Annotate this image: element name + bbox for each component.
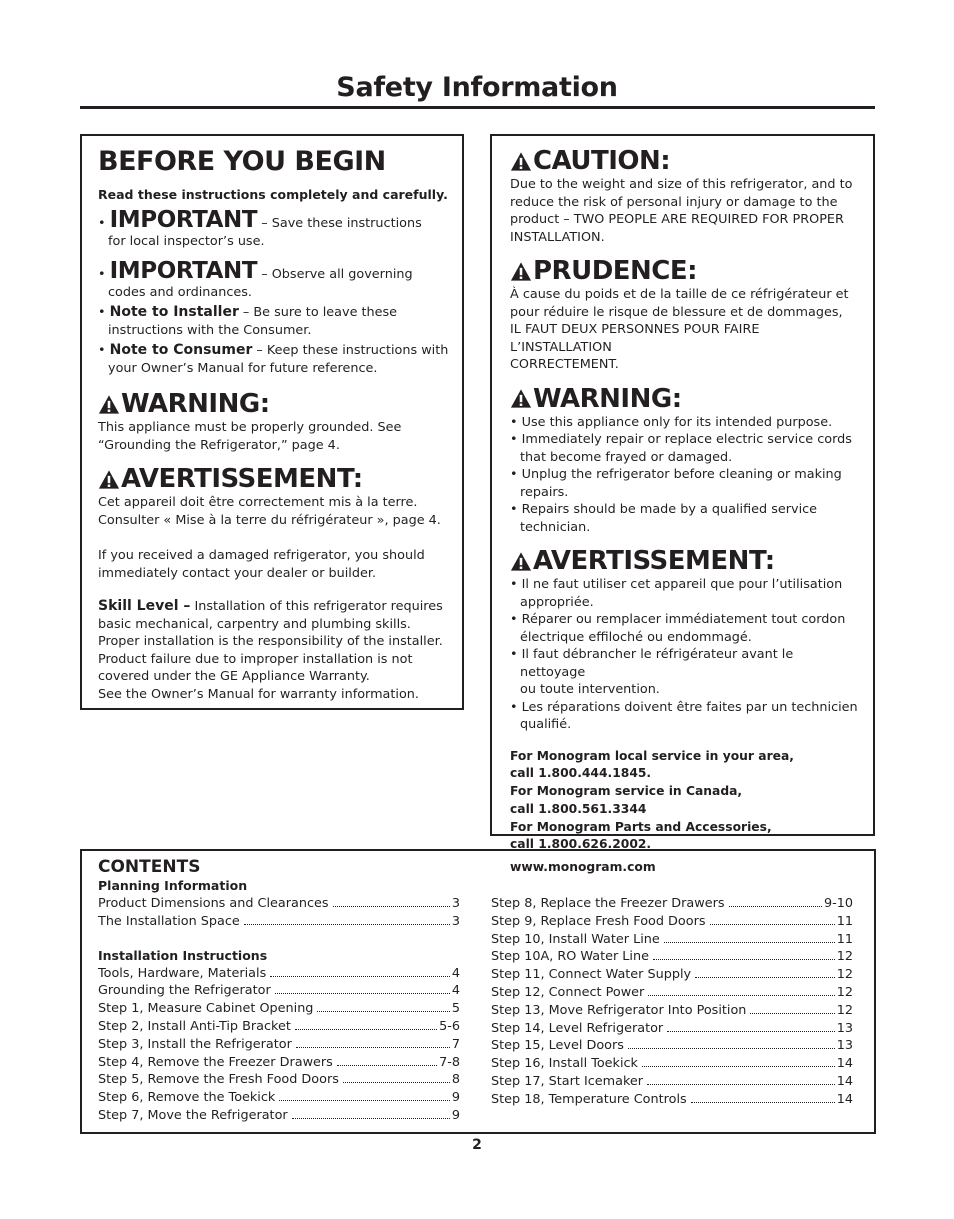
toc-entry-page: 12 [836, 1002, 853, 1018]
damaged-text-1: If you received a damaged refrigerator, you should [98, 548, 425, 563]
warning-text-2: “Grounding the Refrigerator,” page 4. [98, 437, 340, 453]
toc-entry[interactable] [98, 1000, 460, 1018]
list-item: • Il faut débrancher le réfrigérateur avant le nettoyage ou toute intervention. [510, 646, 861, 699]
toc-entry-label: Step 12, Connect Power [491, 984, 645, 1000]
contents-left-column [98, 877, 460, 1125]
toc-leader-dots [750, 1013, 834, 1014]
warning-triangle-icon [98, 394, 120, 415]
warning-triangle-icon [510, 151, 532, 172]
warning-triangle-icon [98, 469, 120, 490]
toc-leader-dots [664, 942, 835, 943]
list-item: • Repairs should be made by a qualified service technician. [510, 501, 861, 536]
warning-list [510, 414, 861, 537]
service-line: For Monogram local service in your area, [510, 748, 794, 763]
toc-entry-page: 9 [451, 1107, 460, 1123]
toc-entry-page: 4 [451, 965, 460, 981]
warning-heading [98, 389, 450, 419]
contents-box [80, 849, 876, 1134]
toc-leader-dots [295, 1029, 437, 1030]
skill-text-5: covered under the GE Appliance Warranty. [98, 669, 370, 684]
bullet: • [98, 266, 110, 282]
bullet: • [98, 216, 110, 231]
toc-leader-dots [642, 1066, 835, 1067]
toc-leader-dots [296, 1047, 450, 1048]
toc-entry-page: 7 [451, 1036, 460, 1052]
page-number: 2 [472, 1137, 482, 1153]
toc-entry-label: Tools, Hardware, Materials [98, 965, 267, 981]
important-text: – Save these instructions [257, 216, 422, 231]
toc-entry-label: Product Dimensions and Clearances [98, 896, 329, 911]
toc-entry-page: 9 [451, 1090, 460, 1106]
service-phone: call 1.800.626.2002. [510, 837, 652, 852]
toc-entry[interactable] [98, 1071, 460, 1089]
consumer-text-cont: your Owner’s Manual for future reference. [108, 360, 378, 376]
bullet: • [98, 343, 110, 358]
contents-right-column [491, 877, 853, 1125]
toc-entry[interactable] [491, 1055, 853, 1073]
important-text-cont: for local inspector’s use. [108, 234, 265, 249]
note-to-installer [98, 304, 450, 322]
toc-entry[interactable] [491, 1002, 853, 1020]
toc-leader-dots [628, 1048, 835, 1049]
toc-entry-label: Step 15, Level Doors [491, 1038, 624, 1054]
toc-leader-dots [275, 993, 450, 994]
service-phone: call 1.800.561.3344 [510, 801, 647, 816]
toc-entry[interactable] [491, 1020, 853, 1038]
skill-text-3: Proper installation is the responsibility of the installer. [98, 634, 443, 649]
important-label: IMPORTANT [109, 257, 258, 284]
toc-entry-label: Step 18, Temperature Controls [491, 1091, 687, 1107]
list-item: • Use this appliance only for its intended purpose. [510, 414, 861, 432]
warning-title: WARNING: [121, 389, 270, 419]
damaged-text-2: immediately contact your dealer or builder. [98, 565, 377, 581]
toc-leader-dots [647, 1084, 835, 1085]
toc-leader-dots [729, 906, 822, 907]
toc-entry-page: 13 [836, 1020, 853, 1036]
toc-entry-page: 14 [836, 1091, 853, 1107]
skill-level [98, 598, 450, 616]
prudence-text-3: IL FAUT DEUX PERSONNES POUR FAIRE L’INSTALLATION [510, 322, 760, 355]
before-you-begin-heading: BEFORE YOU BEGIN [98, 146, 386, 177]
toc-entry[interactable] [491, 931, 853, 949]
toc-entry[interactable] [98, 1036, 460, 1054]
important-text-cont: codes and ordinances. [108, 284, 252, 300]
list-item: • Il ne faut utiliser cet appareil que pour l’utilisation appropriée. [510, 576, 861, 611]
toc-entry[interactable] [98, 982, 460, 1000]
toc-leader-dots [648, 995, 834, 996]
toc-entry-page: 13 [836, 1038, 853, 1054]
consumer-label: Note to Consumer [109, 342, 253, 358]
contents-title: CONTENTS [98, 857, 201, 877]
toc-entry[interactable] [491, 966, 853, 984]
toc-leader-dots [667, 1031, 835, 1032]
toc-entry-page: 12 [836, 967, 853, 983]
toc-entry[interactable] [98, 1054, 460, 1072]
toc-entry-page: 9-10 [823, 896, 853, 911]
service-contacts [510, 748, 861, 855]
toc-entry-label: Step 14, Level Refrigerator [491, 1020, 664, 1036]
bullet: • [98, 305, 110, 320]
toc-entry-label: Step 17, Start Icemaker [491, 1073, 644, 1089]
warning-triangle-icon [510, 551, 532, 572]
skill-text-2: basic mechanical, carpentry and plumbing skills. [98, 616, 411, 632]
caution-text-2: reduce the risk of personal injury or damage to the [510, 194, 838, 210]
toc-leader-dots [279, 1100, 450, 1101]
title-rule [80, 106, 875, 109]
intro-text: Read these instructions completely and carefully. [98, 187, 448, 202]
avertissement-text-2: Consulter « Mise à la terre du réfrigérateur », page 4. [98, 512, 441, 528]
skill-text-4: Product failure due to improper installation is not [98, 651, 413, 667]
website-link[interactable]: www.monogram.com [510, 860, 656, 875]
planning-title: Planning Information [98, 878, 248, 893]
toc-entry-label: Step 8, Replace the Freezer Drawers [491, 896, 725, 911]
avertissement-heading [98, 464, 450, 494]
prudence-text-4: CORRECTEMENT. [510, 357, 619, 372]
toc-entry-label: Step 6, Remove the Toekick [98, 1090, 276, 1106]
list-item: • Les réparations doivent être faites par un technicien qualifié. [510, 699, 861, 734]
toc-entry-label: Grounding the Refrigerator [98, 983, 271, 999]
toc-leader-dots [695, 977, 835, 978]
page-title: Safety Information [336, 72, 618, 103]
installer-text-cont: instructions with the Consumer. [108, 322, 312, 338]
important-codes-note [98, 258, 450, 284]
prudence-text-2: pour réduire le risque de blessure et de dommages, [510, 304, 843, 320]
toc-entry-page: 14 [836, 1056, 853, 1072]
list-item: • Unplug the refrigerator before cleaning or making repairs. [510, 466, 861, 501]
caution-text-1: Due to the weight and size of this refrigerator, and to [510, 177, 853, 192]
toc-leader-dots [337, 1065, 437, 1066]
avertissement-list [510, 576, 861, 734]
warning-triangle-icon [510, 261, 532, 282]
installation-list-continued [491, 895, 853, 1109]
toc-entry-page: 12 [836, 949, 853, 965]
service-line: For Monogram service in Canada, [510, 784, 743, 799]
warning-heading [510, 384, 861, 414]
toc-entry-page: 5 [451, 1001, 460, 1017]
service-line: For Monogram Parts and Accessories, [510, 819, 772, 834]
toc-leader-dots [691, 1102, 835, 1103]
important-save-note [98, 207, 450, 233]
toc-entry-page: 4 [451, 983, 460, 999]
avertissement-heading [510, 546, 861, 576]
toc-entry-label: Step 5, Remove the Fresh Food Doors [98, 1072, 339, 1088]
avertissement-title: AVERTISSEMENT: [533, 546, 775, 576]
toc-entry-label: Step 16, Install Toekick [491, 1056, 638, 1072]
toc-entry-page: 11 [836, 913, 853, 929]
list-item: • Réparer ou remplacer immédiatement tout cordon électrique effiloché ou endommagé. [510, 611, 861, 646]
toc-leader-dots [244, 924, 450, 925]
installer-text: – Be sure to leave these [238, 305, 398, 320]
caution-title: CAUTION: [533, 146, 671, 176]
skill-level-label: Skill Level – [98, 598, 191, 614]
toc-entry-page: 8 [451, 1072, 460, 1088]
warning-title: WARNING: [533, 383, 682, 414]
toc-entry-label: Step 11, Connect Water Supply [491, 967, 692, 983]
consumer-text: – Keep these instructions with [252, 343, 449, 358]
toc-entry-label: Step 3, Install the Refrigerator [98, 1036, 292, 1052]
avertissement-text-1: Cet appareil doit être correctement mis à la terre. [98, 495, 418, 510]
avertissement-title: AVERTISSEMENT: [121, 464, 363, 494]
toc-entry[interactable] [98, 1089, 460, 1107]
caution-box [490, 134, 875, 875]
planning-list [98, 895, 460, 931]
toc-entry-label: Step 2, Install Anti-Tip Bracket [98, 1018, 291, 1034]
toc-leader-dots [343, 1082, 450, 1083]
toc-entry[interactable] [491, 1073, 853, 1091]
caution-heading [510, 146, 861, 176]
warning-text-1: This appliance must be properly grounded. See [98, 420, 402, 435]
toc-entry-label: Step 13, Move Refrigerator Into Position [491, 1002, 747, 1018]
toc-entry[interactable] [98, 895, 460, 913]
toc-entry-page: 3 [451, 896, 460, 911]
skill-text-6: See the Owner’s Manual for warranty information. [98, 686, 419, 702]
prudence-text-1: À cause du poids et de la taille de ce réfrigérateur et [510, 287, 849, 302]
service-phone: call 1.800.444.1845. [510, 766, 652, 781]
toc-entry[interactable] [491, 895, 853, 913]
toc-entry-label: Step 7, Move the Refrigerator [98, 1107, 288, 1123]
installation-title: Installation Instructions [98, 947, 268, 963]
skill-text-1: Installation of this refrigerator requires [190, 599, 443, 614]
note-to-consumer [98, 342, 450, 360]
toc-entry-page: 5-6 [439, 1018, 460, 1034]
toc-entry[interactable] [98, 913, 460, 931]
prudence-title: PRUDENCE: [533, 256, 698, 286]
caution-text-4: INSTALLATION. [510, 229, 605, 245]
toc-leader-dots [292, 1118, 450, 1119]
list-item: • Immediately repair or replace electric service cords that become frayed or damaged. [510, 431, 861, 466]
installation-list [98, 965, 460, 1125]
installer-label: Note to Installer [109, 304, 239, 320]
toc-leader-dots [653, 959, 835, 960]
toc-entry[interactable] [491, 984, 853, 1002]
toc-entry-label: The Installation Space [98, 913, 240, 929]
toc-entry-label: Step 9, Replace Fresh Food Doors [491, 913, 706, 929]
warning-triangle-icon [510, 388, 532, 409]
toc-entry-label: Step 4, Remove the Freezer Drawers [98, 1054, 333, 1070]
toc-entry-page: 14 [836, 1073, 853, 1089]
toc-leader-dots [317, 1011, 449, 1012]
toc-entry-page: 11 [836, 931, 853, 947]
toc-leader-dots [270, 976, 450, 977]
toc-entry-page: 7-8 [439, 1054, 460, 1070]
toc-entry[interactable] [98, 1107, 460, 1125]
toc-entry[interactable] [491, 913, 853, 931]
before-you-begin-box [80, 134, 464, 710]
toc-entry-label: Step 1, Measure Cabinet Opening [98, 1001, 314, 1017]
toc-entry[interactable] [98, 965, 460, 983]
toc-entry-label: Step 10, Install Water Line [491, 931, 660, 947]
important-text: – Observe all governing [257, 266, 413, 282]
caution-text-3: product – TWO PEOPLE ARE REQUIRED FOR PROPER [510, 212, 844, 227]
toc-leader-dots [333, 906, 450, 907]
toc-entry[interactable] [491, 1091, 853, 1109]
toc-entry[interactable] [491, 1037, 853, 1055]
toc-entry-label: Step 10A, RO Water Line [491, 949, 649, 965]
toc-entry-page: 3 [451, 913, 460, 929]
prudence-heading [510, 256, 861, 286]
toc-entry[interactable] [491, 948, 853, 966]
toc-leader-dots [710, 924, 835, 925]
important-label: IMPORTANT [109, 207, 258, 233]
toc-entry[interactable] [98, 1018, 460, 1036]
toc-entry-page: 12 [836, 984, 853, 1000]
